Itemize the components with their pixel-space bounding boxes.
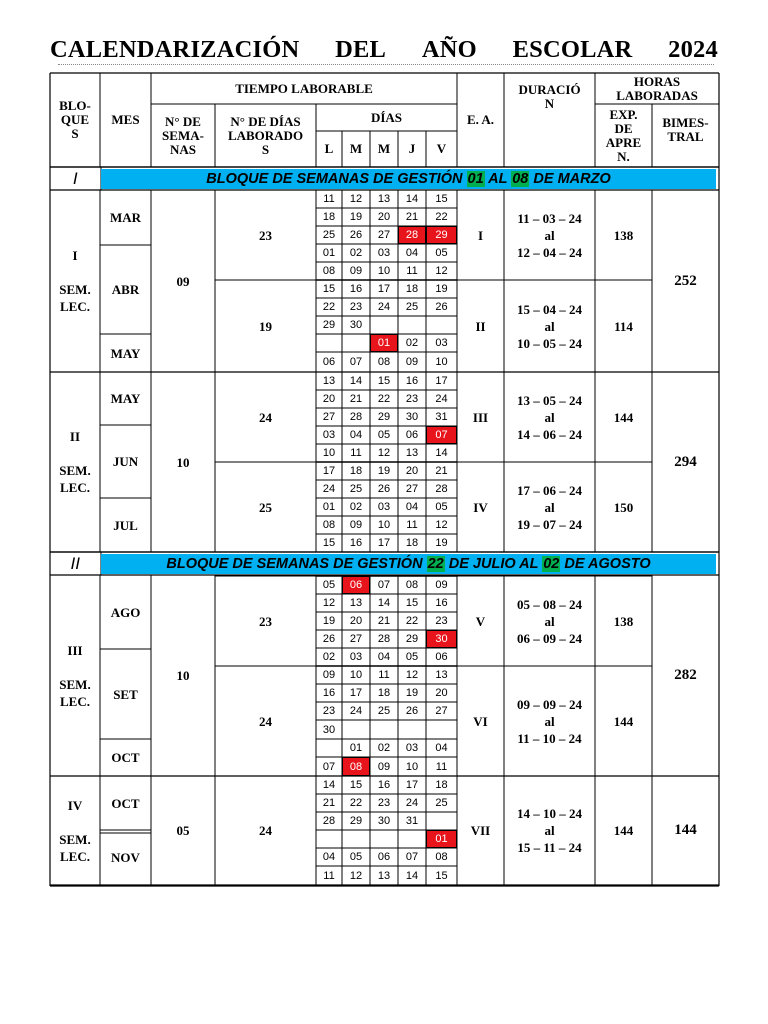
day-cell: 14: [349, 375, 363, 387]
day-cell: 03: [377, 247, 391, 259]
day-cell: 29: [405, 633, 419, 645]
day-cell: 26: [349, 229, 363, 241]
day-cell: 22: [405, 615, 419, 627]
day-cell: 16: [349, 537, 363, 549]
cell-text: N° DE SEMA- NAS: [162, 113, 204, 157]
day-cell: 15: [349, 779, 363, 791]
day-cell: 15: [435, 869, 448, 882]
day-cell: 21: [435, 465, 448, 477]
month-label: MAR: [109, 210, 142, 225]
day-cell: 02: [349, 501, 363, 513]
unit-ea-numeral: II: [475, 318, 486, 334]
day-cell: 22: [322, 301, 336, 313]
day-cell: [342, 830, 370, 848]
day-cell: 11: [406, 265, 418, 277]
unit-duracion: [504, 776, 595, 885]
header-bloques: [50, 73, 100, 167]
cell-text: II SEM. LEC.: [59, 429, 91, 495]
day-cell: 30: [405, 411, 419, 423]
day-cell: 15: [322, 283, 336, 295]
day-cell: 11: [323, 193, 335, 205]
day-cell: [342, 334, 370, 352]
day-cell: 14: [377, 597, 391, 609]
semester-bimestral-hours: 252: [674, 272, 697, 289]
semester-num-semanas: 10: [176, 668, 190, 683]
day-cell: 22: [377, 393, 391, 405]
header-num-semanas: [151, 104, 215, 167]
day-cell: 19: [435, 537, 448, 549]
day-cell: 24: [435, 393, 448, 405]
day-cell: 12: [405, 669, 419, 681]
day-cell: 06: [322, 356, 336, 368]
day-cell: 30: [349, 319, 363, 331]
title-word: ESCOLAR: [512, 36, 633, 63]
day-cell: 07: [377, 579, 391, 591]
day-cell: 06: [377, 851, 391, 863]
day-cell: 12: [435, 265, 448, 277]
day-cell: 13: [349, 597, 363, 609]
day-cell: 09: [435, 579, 448, 591]
day-cell: 21: [377, 615, 391, 627]
month-label: OCT: [111, 750, 140, 765]
day-cell: 03: [349, 651, 363, 663]
day-cell: 25: [322, 229, 336, 241]
day-cell: 03: [322, 429, 336, 441]
day-cell: 25: [435, 797, 448, 809]
day-cell: 25: [377, 705, 391, 717]
day-cell: [426, 316, 457, 334]
day-cell: 13: [377, 869, 391, 882]
header-day-letter: M: [377, 141, 391, 156]
banner-date-highlight: 22: [427, 556, 444, 572]
day-cell: 05: [349, 851, 363, 863]
month-label: AGO: [110, 604, 141, 620]
day-cell: 14: [405, 869, 419, 882]
cell-text: DURACIÓ N: [518, 82, 581, 111]
unit-ea-numeral: V: [475, 613, 486, 629]
day-cell: 11: [435, 760, 448, 773]
day-cell: 16: [405, 375, 419, 387]
day-cell: 16: [377, 779, 391, 791]
header-tiempo-laborable: TIEMPO LABORABLE: [235, 80, 373, 96]
day-cell: 03: [377, 501, 391, 513]
day-cell: 04: [377, 651, 391, 663]
day-cell: 19: [405, 687, 419, 699]
banner-date-highlight: 08: [512, 171, 529, 187]
unit-dias-laborados: 24: [259, 823, 272, 838]
day-cell: 13: [377, 193, 391, 205]
day-cell: [370, 316, 398, 334]
month-label: NOV: [111, 850, 140, 865]
header-day-letter: L: [324, 141, 334, 156]
day-cell: 13: [435, 669, 448, 681]
unit-ea-numeral: VII: [470, 823, 491, 838]
unit-exp-hours: 114: [614, 318, 633, 334]
header-horas-laboradas: [595, 73, 719, 104]
title-underline: [58, 64, 714, 65]
day-cell: 11: [350, 447, 362, 459]
day-cell: 15: [322, 537, 336, 549]
banner-roman-numeral: I: [73, 169, 78, 188]
day-cell: 17: [377, 537, 391, 549]
header-mes: MES: [111, 112, 140, 127]
day-cell: 15: [435, 193, 448, 205]
day-cell: 31: [405, 815, 419, 827]
day-cell: 11: [323, 869, 335, 882]
day-cell: 23: [322, 705, 336, 717]
unit-exp-hours: 144: [613, 823, 634, 838]
banner-text: DE JULIO AL: [444, 556, 543, 572]
day-cell: 09: [405, 356, 419, 368]
day-cell: 12: [322, 597, 336, 609]
banner-roman-numeral: II: [70, 554, 81, 573]
day-cell: 29: [377, 411, 391, 423]
cell-text: 11 – 03 – 24 al 12 – 04 – 24: [517, 210, 582, 260]
day-cell: 19: [435, 283, 448, 295]
day-cell: 23: [405, 393, 419, 405]
day-cell: 10: [349, 669, 363, 681]
day-cell: 21: [405, 211, 419, 223]
day-cell: 04: [405, 247, 419, 259]
day-cell: 26: [435, 301, 448, 313]
header-duracion: [504, 73, 595, 121]
day-cell: 01: [322, 501, 336, 513]
month-label: JUL: [113, 517, 138, 533]
banner-text: BLOQUE DE SEMANAS DE GESTIÓN: [166, 556, 427, 572]
semester-bimestral-hours: 144: [674, 822, 697, 838]
unit-ea-numeral: VI: [473, 713, 488, 729]
day-cell: 02: [405, 337, 419, 349]
day-cell: 28: [349, 411, 363, 423]
day-cell: [316, 739, 342, 757]
day-cell: 27: [349, 633, 363, 645]
day-cell: 19: [322, 615, 336, 627]
day-cell: 12: [435, 519, 448, 531]
day-cell: 11: [406, 519, 418, 531]
day-cell: 05: [322, 579, 336, 591]
day-cell: [398, 720, 426, 739]
day-cell: 02: [349, 247, 363, 259]
day-cell: 01: [322, 247, 336, 259]
unit-exp-hours: 144: [613, 409, 634, 425]
cell-text: 17 – 06 – 24 al 19 – 07 – 24: [517, 482, 582, 532]
holiday-day-cell: 08: [342, 757, 370, 776]
cell-text: BIMES- TRAL: [662, 114, 709, 144]
day-cell: 07: [349, 356, 363, 368]
banner-text: AL: [484, 171, 512, 187]
day-cell: 14: [405, 193, 419, 205]
holiday-day-cell: 28: [398, 226, 426, 244]
day-cell: 27: [322, 411, 336, 423]
header-day-letter: J: [408, 141, 416, 156]
cell-text: III SEM. LEC.: [59, 642, 91, 709]
day-cell: 24: [405, 797, 419, 809]
day-cell: 17: [322, 465, 336, 477]
day-cell: 02: [322, 651, 336, 663]
day-cell: 20: [405, 465, 419, 477]
title-word: DEL: [335, 36, 387, 63]
day-cell: 14: [435, 447, 448, 459]
header-ea: E. A.: [466, 112, 495, 127]
day-cell: 06: [435, 651, 448, 663]
month-label: MAY: [110, 345, 141, 361]
unit-exp-hours: 150: [613, 499, 634, 515]
day-cell: 16: [435, 597, 448, 609]
day-cell: 03: [435, 337, 448, 349]
cell-text: EXP. DE APRE N.: [605, 106, 642, 164]
semester-num-semanas: 10: [176, 454, 190, 470]
day-cell: 18: [435, 779, 448, 791]
day-cell: 20: [349, 615, 363, 627]
gestion-banner: [101, 169, 716, 189]
day-cell: 25: [405, 301, 419, 313]
semester-label: [50, 190, 100, 372]
day-cell: 18: [349, 465, 363, 477]
day-cell: [398, 830, 426, 848]
day-cell: 18: [377, 687, 391, 699]
day-cell: 09: [349, 519, 363, 531]
unit-exp-hours: 138: [613, 613, 634, 629]
month-label: OCT: [111, 795, 140, 811]
holiday-day-cell: 07: [426, 426, 457, 444]
semester-bimestral-hours: 294: [674, 453, 697, 470]
cell-text: N° DE DÍAS LABORADO S: [227, 113, 304, 157]
day-cell: 15: [377, 375, 391, 387]
day-cell: 30: [322, 723, 336, 736]
day-cell: 07: [405, 851, 419, 863]
day-cell: [316, 830, 342, 848]
day-cell: 19: [349, 211, 363, 223]
day-cell: 27: [405, 483, 419, 495]
month-label: SET: [113, 686, 138, 702]
day-cell: 23: [435, 615, 448, 627]
day-cell: 20: [435, 687, 448, 699]
day-cell: 03: [405, 742, 419, 754]
day-cell: 04: [405, 501, 419, 513]
day-cell: 10: [405, 760, 419, 773]
day-cell: 24: [377, 301, 391, 313]
day-cell: [398, 316, 426, 334]
day-cell: 07: [322, 760, 336, 773]
day-cell: 05: [435, 501, 448, 513]
day-cell: 10: [377, 519, 391, 531]
day-cell: 16: [322, 687, 336, 699]
day-cell: 28: [322, 815, 336, 827]
cell-text: 15 – 04 – 24 al 10 – 05 – 24: [517, 301, 582, 351]
day-cell: 17: [377, 283, 391, 295]
day-cell: 10: [377, 265, 391, 277]
day-cell: 29: [322, 319, 336, 331]
day-cell: 15: [405, 597, 419, 609]
semester-label: [50, 372, 100, 552]
unit-dias-laborados: 23: [259, 227, 272, 243]
day-cell: [370, 720, 398, 739]
day-cell: 08: [405, 579, 419, 591]
day-cell: 17: [349, 687, 363, 699]
cell-text: 09 – 09 – 24 al 11 – 10 – 24: [517, 696, 582, 746]
day-cell: [316, 334, 342, 352]
day-cell: 10: [322, 447, 336, 459]
day-cell: 05: [435, 247, 448, 259]
day-cell: 27: [377, 229, 391, 241]
unit-dias-laborados: 25: [259, 499, 272, 515]
unit-duracion: [504, 462, 595, 552]
header-day-letter: M: [349, 141, 363, 156]
unit-duracion: [504, 190, 595, 280]
day-cell: 26: [377, 483, 391, 495]
unit-duracion: [504, 576, 595, 666]
day-cell: 25: [349, 483, 363, 495]
header-dias: DÍAS: [370, 109, 403, 125]
day-cell: 05: [405, 651, 419, 663]
semester-num-semanas: 05: [176, 823, 190, 838]
holiday-day-cell: 30: [426, 630, 457, 648]
cell-text: BLO- QUE S: [59, 98, 91, 141]
day-cell: 13: [405, 447, 419, 459]
day-cell: 31: [435, 411, 448, 423]
day-cell: 14: [322, 779, 336, 791]
unit-duracion: [504, 280, 595, 372]
day-cell: 01: [349, 742, 363, 754]
day-cell: 18: [405, 537, 419, 549]
unit-dias-laborados: 19: [259, 318, 272, 334]
unit-ea-numeral: I: [477, 227, 484, 243]
day-cell: 13: [322, 375, 336, 387]
day-cell: 17: [435, 375, 448, 387]
holiday-day-cell: 06: [342, 576, 370, 594]
header-day-letter: V: [436, 141, 447, 156]
day-cell: [426, 812, 457, 830]
page-title: [50, 32, 718, 68]
day-cell: 26: [322, 633, 336, 645]
month-label: ABR: [111, 282, 140, 297]
day-cell: 12: [349, 193, 363, 205]
holiday-day-cell: 01: [426, 830, 457, 848]
day-cell: 27: [435, 705, 448, 717]
day-cell: 29: [349, 815, 363, 827]
day-cell: 21: [322, 797, 336, 809]
day-cell: 12: [349, 869, 363, 882]
day-cell: 10: [435, 356, 448, 368]
title-word: CALENDARIZACIÓN: [50, 36, 300, 63]
day-cell: 09: [377, 760, 391, 773]
day-cell: 22: [349, 797, 363, 809]
day-cell: 08: [322, 265, 336, 277]
day-cell: 21: [349, 393, 363, 405]
holiday-day-cell: 01: [370, 334, 398, 352]
day-cell: 26: [405, 705, 419, 717]
day-cell: 04: [322, 851, 336, 863]
day-cell: 20: [322, 393, 336, 405]
unit-duracion: [504, 372, 595, 462]
day-cell: 08: [322, 519, 336, 531]
banner-text: DE MARZO: [529, 171, 611, 187]
day-cell: 17: [405, 779, 419, 791]
day-cell: 12: [377, 447, 391, 459]
unit-dias-laborados: 23: [259, 613, 272, 629]
gestion-banner: [101, 554, 716, 574]
day-cell: 11: [378, 669, 390, 681]
month-label: MAY: [110, 391, 141, 406]
day-cell: 09: [349, 265, 363, 277]
title-word: AÑO: [421, 36, 477, 63]
unit-ea-numeral: IV: [473, 499, 488, 515]
day-cell: 04: [435, 742, 448, 754]
header-exp-aprendizaje: [595, 104, 652, 167]
day-cell: 05: [377, 429, 391, 441]
banner-date-highlight: 01: [467, 171, 484, 187]
day-cell: 28: [435, 483, 448, 495]
header-num-dias: [215, 104, 316, 167]
banner-date-highlight: 02: [543, 556, 560, 572]
banner-text: DE AGOSTO: [560, 556, 651, 572]
day-cell: [370, 830, 398, 848]
day-cell: [342, 720, 370, 739]
cell-text: I SEM. LEC.: [59, 248, 91, 314]
day-cell: 24: [349, 705, 363, 717]
day-cell: 18: [405, 283, 419, 295]
unit-exp-hours: 138: [613, 227, 634, 243]
unit-exp-hours: 144: [613, 713, 634, 729]
day-cell: 09: [322, 669, 336, 681]
cell-text: 14 – 10 – 24 al 15 – 11 – 24: [517, 806, 582, 855]
day-cell: 04: [349, 429, 363, 441]
day-cell: 08: [377, 356, 391, 368]
month-label: JUN: [112, 454, 139, 469]
day-cell: 20: [377, 211, 391, 223]
unit-dias-laborados: 24: [259, 713, 272, 729]
day-cell: 02: [377, 742, 391, 754]
day-cell: 06: [405, 429, 419, 441]
banner-text: BLOQUE DE SEMANAS DE GESTIÓN: [206, 171, 467, 187]
day-cell: 28: [377, 633, 391, 645]
cell-text: 05 – 08 – 24 al 06 – 09 – 24: [517, 596, 582, 646]
semester-label: [50, 776, 100, 885]
title-word: 2024: [668, 36, 718, 63]
unit-duracion: [504, 666, 595, 776]
cell-text: IV SEM. LEC.: [59, 797, 91, 864]
cell-text: 13 – 05 – 24 al 14 – 06 – 24: [517, 392, 582, 442]
unit-ea-numeral: III: [472, 409, 489, 425]
holiday-day-cell: 29: [426, 226, 457, 244]
day-cell: 16: [349, 283, 363, 295]
day-cell: 19: [377, 465, 391, 477]
day-cell: 08: [435, 851, 448, 863]
semester-label: [50, 575, 100, 776]
day-cell: 18: [322, 211, 336, 223]
calendar-table: [50, 73, 719, 886]
day-cell: 23: [349, 301, 363, 313]
unit-dias-laborados: 24: [259, 409, 272, 425]
day-cell: 30: [377, 815, 391, 827]
cell-text: HORAS LABORADAS: [616, 73, 698, 103]
semester-num-semanas: 09: [176, 273, 190, 289]
semester-bimestral-hours: 282: [674, 667, 697, 683]
day-cell: 23: [377, 797, 391, 809]
header-bimestral: [652, 104, 719, 155]
day-cell: 24: [322, 483, 336, 495]
day-cell: [426, 720, 457, 739]
day-cell: 22: [435, 211, 448, 223]
